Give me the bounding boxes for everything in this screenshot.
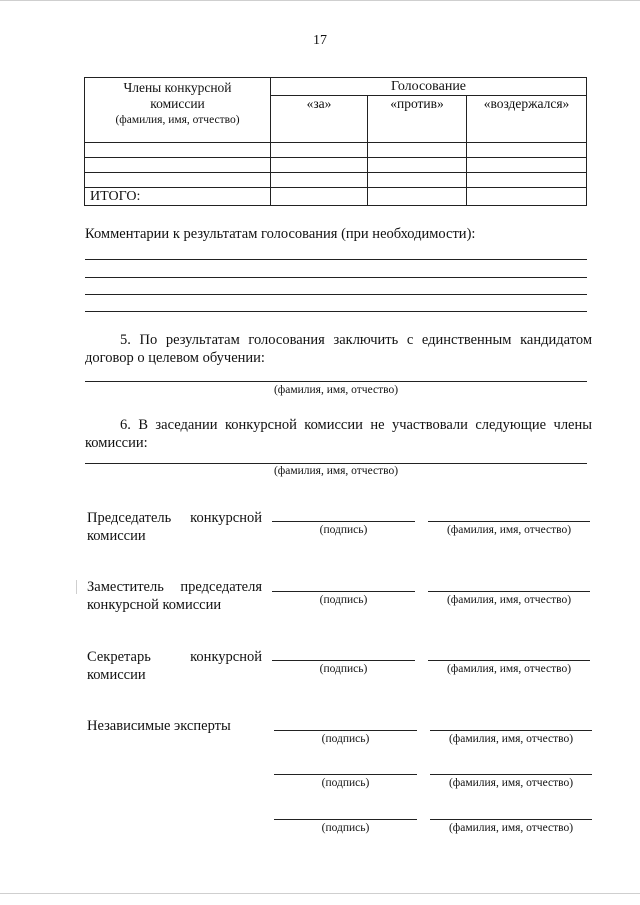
expert1-sign-caption: (подпись) <box>321 733 370 745</box>
scan-edge-top <box>0 0 640 1</box>
secretary-role-line1: Секретарь конкурсной <box>87 649 262 665</box>
expert3-name-line[interactable] <box>430 819 592 820</box>
column-against: «против» <box>368 96 467 143</box>
scan-edge-bottom <box>0 893 640 894</box>
section5-caption: (фамилия, имя, отчество) <box>273 384 399 396</box>
total-row <box>85 188 587 206</box>
secretary-signature-line[interactable] <box>272 660 415 661</box>
expert3-signature-line[interactable] <box>274 819 417 820</box>
voting-header: Голосование <box>271 78 587 96</box>
deputy-signature-line[interactable] <box>272 591 415 592</box>
experts-role: Независимые эксперты <box>87 718 231 734</box>
deputy-sign-caption: (подпись) <box>319 594 368 606</box>
absent-members-line[interactable] <box>85 463 587 464</box>
section5-line1: 5. По результатам голосования заключить с единственным кандидатом <box>120 332 592 348</box>
section6-caption: (фамилия, имя, отчество) <box>273 465 399 477</box>
expert3-name-caption: (фамилия, имя, отчество) <box>448 822 574 834</box>
members-header-line3: (фамилия, имя, отчество) <box>115 114 240 126</box>
deputy-name-caption: (фамилия, имя, отчество) <box>446 594 572 606</box>
secretary-role-line2: комиссии <box>87 667 146 683</box>
expert1-name-caption: (фамилия, имя, отчество) <box>448 733 574 745</box>
comment-line-1[interactable] <box>85 259 587 260</box>
secretary-name-caption: (фамилия, имя, отчество) <box>446 663 572 675</box>
page-number: 17 <box>313 33 327 48</box>
comment-line-2[interactable] <box>85 277 587 278</box>
chairman-sign-caption: (подпись) <box>319 524 368 536</box>
scan-mark-left <box>76 580 77 594</box>
chairman-role-line2: комиссии <box>87 528 146 544</box>
members-header-line1: Члены конкурсной <box>123 80 232 95</box>
expert2-name-caption: (фамилия, имя, отчество) <box>448 777 574 789</box>
chairman-role-line1: Председатель конкурсной <box>87 510 262 526</box>
members-header-line2: комиссии <box>150 96 205 111</box>
expert2-signature-line[interactable] <box>274 774 417 775</box>
expert1-signature-line[interactable] <box>274 730 417 731</box>
section5-line2: договор о целевом обучении: <box>85 350 265 366</box>
comments-label: Комментарии к результатам голосования (при необходимости): <box>85 226 476 242</box>
deputy-role-line1: Заместитель председателя <box>87 579 262 595</box>
column-for: «за» <box>271 96 368 143</box>
voting-table <box>84 77 587 206</box>
total-label: ИТОГО: <box>85 188 271 206</box>
table-row <box>85 173 587 188</box>
table-row <box>85 143 587 158</box>
section6-line2: комиссии: <box>85 435 148 451</box>
table-row <box>85 158 587 173</box>
secretary-sign-caption: (подпись) <box>319 663 368 675</box>
secretary-name-line[interactable] <box>428 660 590 661</box>
expert2-name-line[interactable] <box>430 774 592 775</box>
candidate-name-line[interactable] <box>85 381 587 382</box>
expert3-sign-caption: (подпись) <box>321 822 370 834</box>
chairman-name-line[interactable] <box>428 521 590 522</box>
members-header-cell <box>85 78 271 143</box>
comment-line-3[interactable] <box>85 294 587 295</box>
deputy-role-line2: конкурсной комиссии <box>87 597 222 613</box>
expert2-sign-caption: (подпись) <box>321 777 370 789</box>
expert1-name-line[interactable] <box>430 730 592 731</box>
chairman-name-caption: (фамилия, имя, отчество) <box>446 524 572 536</box>
deputy-name-line[interactable] <box>428 591 590 592</box>
column-abstained: «воздержался» <box>467 96 587 143</box>
section6-line1: 6. В заседании конкурсной комиссии не участвовали следующие члены <box>120 417 592 433</box>
chairman-signature-line[interactable] <box>272 521 415 522</box>
comment-line-4[interactable] <box>85 311 587 312</box>
